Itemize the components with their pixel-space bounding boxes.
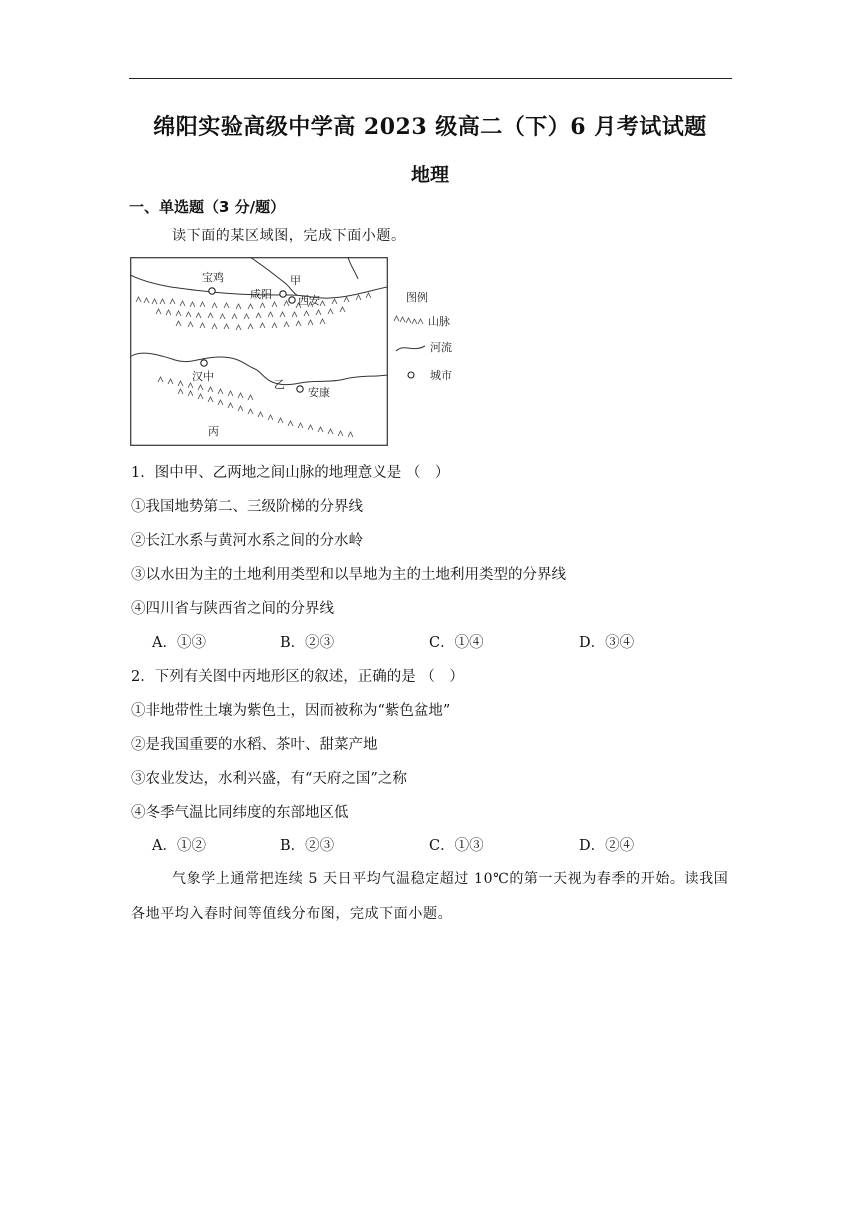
question-2-statement-1: ①非地带性土壤为紫色土，因而被称为“紫色盆地” (131, 703, 451, 719)
passage-line-2: 各地平均入春时间等值线分布图，完成下面小题。 (131, 906, 453, 922)
map-label-bing: 丙 (208, 425, 219, 438)
question-2-option-a[interactable]: A．①② (152, 838, 206, 854)
question-1-option-a[interactable]: A．①③ (152, 635, 206, 651)
question-1-option-b[interactable]: B．②③ (280, 635, 335, 651)
legend-river-label: 河流 (430, 341, 452, 354)
legend-city-symbol (408, 372, 414, 378)
question-2-option-d[interactable]: D．②④ (579, 838, 635, 854)
city-marker-xianyang (280, 291, 286, 297)
question-2-stem: 2．下列有关图中丙地形区的叙述，正确的是 （ ） (131, 669, 464, 685)
question-2-option-c[interactable]: C．①③ (429, 838, 484, 854)
question-2-statement-4: ④冬季气温比同纬度的东部地区低 (131, 805, 349, 821)
passage-line-1: 气象学上通常把连续 5 天日平均气温稳定超过 10℃的第一天视为春季的开始。读我国 (172, 871, 729, 887)
question-1-statement-3: ③以水田为主的土地利用类型和以旱地为主的土地利用类型的分界线 (131, 567, 566, 583)
section-heading: 一、单选题（3 分/题） (129, 198, 286, 216)
map-frame (131, 258, 388, 446)
city-marker-hanzhong (201, 360, 207, 366)
city-marker-baoji (209, 288, 215, 294)
subject-title: 地理 (410, 164, 449, 186)
question-1-option-c[interactable]: C．①④ (429, 635, 484, 651)
question-1-option-d[interactable]: D．③④ (579, 635, 635, 651)
header-rule (129, 78, 732, 79)
map-label-jia: 甲 (290, 274, 301, 287)
exam-title: 绵阳实验高级中学高 2023 级高二（下）6 月考试试题 (153, 114, 707, 140)
legend-mountain-symbol (394, 316, 423, 324)
city-marker-xian (289, 297, 295, 303)
question-1-statement-2: ②长江水系与黄河水系之间的分水岭 (131, 533, 363, 549)
legend-river-symbol (396, 346, 425, 351)
map-label-baoji: 宝鸡 (202, 271, 224, 284)
legend-city-label: 城市 (430, 369, 452, 382)
map-label-ankang: 安康 (308, 386, 330, 399)
legend-title: 图例 (406, 291, 428, 304)
question-1-options (152, 631, 712, 651)
city-marker-ankang (297, 386, 303, 392)
region-map (130, 257, 480, 447)
map-label-hanzhong: 汉中 (192, 370, 214, 383)
question-1-statement-1: ①我国地势第二、三级阶梯的分界线 (131, 499, 363, 515)
question-2-options (152, 834, 712, 854)
question-1-statement-4: ④四川省与陕西省之间的分界线 (131, 601, 334, 617)
map-label-xianyang: 咸阳 (250, 288, 272, 301)
legend-mountains-label: 山脉 (428, 315, 450, 328)
map-intro-text: 读下面的某区域图，完成下面小题。 (172, 228, 406, 244)
map-label-xian: 西安 (298, 294, 320, 307)
question-2-statement-3: ③农业发达，水利兴盛，有“天府之国”之称 (131, 771, 407, 787)
question-1-stem: 1．图中甲、乙两地之间山脉的地理意义是 （ ） (131, 465, 450, 481)
map-legend (394, 290, 452, 382)
question-2-statement-2: ②是我国重要的水稻、茶叶、甜菜产地 (131, 737, 378, 753)
map-label-yi: 乙 (274, 378, 285, 391)
question-2-option-b[interactable]: B．②③ (280, 838, 335, 854)
